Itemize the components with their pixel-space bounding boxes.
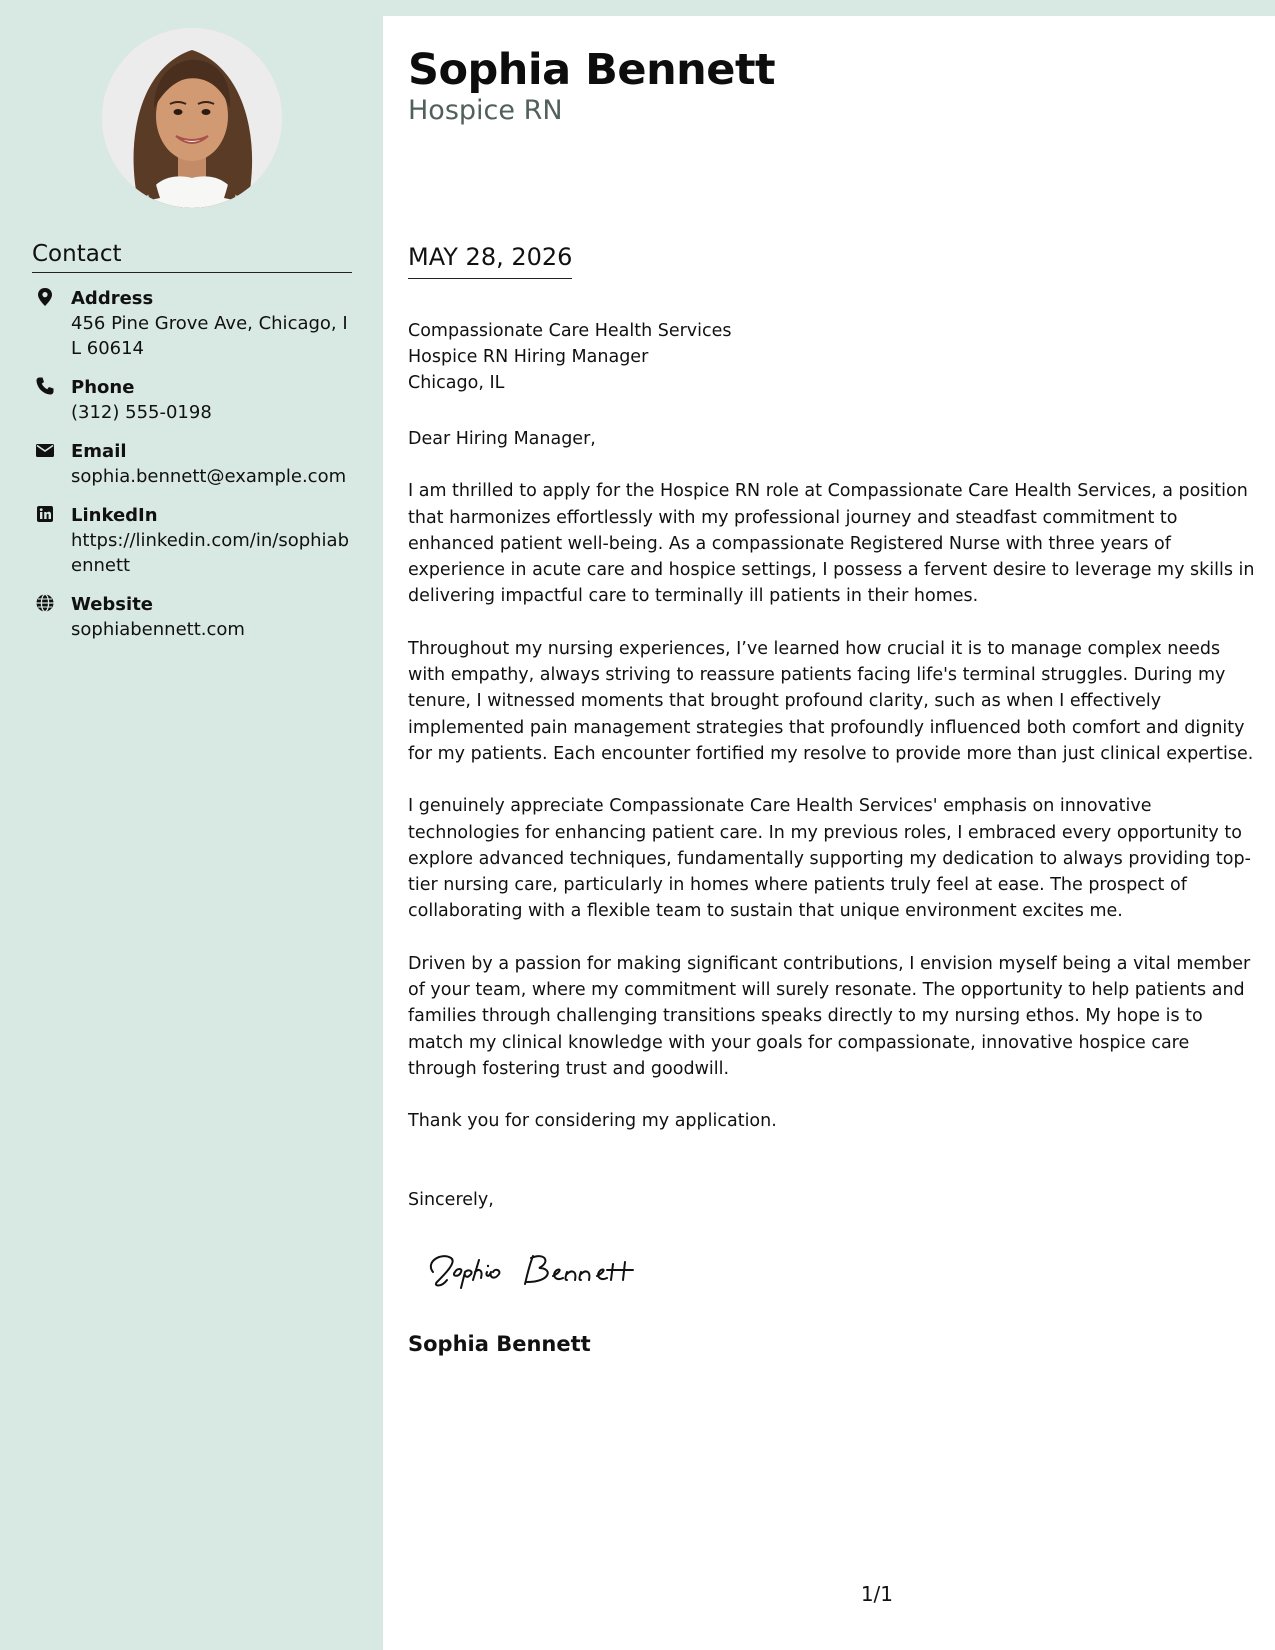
main-content [383, 16, 1275, 1650]
sign-off: Sincerely, [408, 1189, 494, 1210]
paragraph-1: I am thrilled to apply for the Hospice RN role at Compassionate Care Health Services, a position that harmonizes effortlessly with my professional journey and steadfast commitment to enhanced patient well-being. As a compassionate Registered Nurse with three years of experience in acute care and hospice settings, I possess a fervent desire to leverage my skills in delivering impactful care to terminally ill patients in their homes. [408, 481, 1255, 607]
address-value: 456 Pine Grove Ave, Chicago, IL 60614 [71, 313, 348, 359]
closing-line: Thank you for considering my application. [408, 1111, 777, 1132]
contact-list [32, 286, 352, 656]
page-number: 1/1 [860, 1582, 893, 1606]
job-title: Hospice RN [408, 95, 563, 126]
phone-value[interactable]: (312) 555-0198 [71, 402, 212, 423]
website-value[interactable]: sophiabennett.com [71, 619, 245, 640]
recipient-role: Hospice RN Hiring Manager [408, 347, 649, 367]
contact-item-website [32, 592, 352, 642]
avatar [102, 28, 282, 208]
phone-icon [35, 376, 55, 396]
email-value[interactable]: sophia.bennett@example.com [71, 466, 347, 487]
contact-label: LinkedIn [71, 505, 158, 526]
contact-item-email [32, 439, 352, 489]
contact-label: Phone [71, 377, 135, 398]
paragraph-4: Driven by a passion for making significant contributions, I envision myself being a vital member of your team, where my commitment will surely resonate. The opportunity to help patients and families through challenging transitions speaks directly to my nursing ethos. My hope is to match my clinical knowledge with your goals for compassionate, innovative hospice care through fostering trust and goodwill. [408, 953, 1251, 1079]
signed-name: Sophia Bennett [408, 1332, 591, 1356]
globe-icon [35, 593, 55, 613]
linkedin-icon [35, 504, 55, 524]
handwritten-signature [421, 1242, 661, 1296]
greeting: Dear Hiring Manager, [408, 429, 596, 449]
sidebar [0, 0, 383, 1650]
paragraph-3: I genuinely appreciate Compassionate Care Health Services' emphasis on innovative technologies for enhancing patient care. In my previous roles, I embraced every opportunity to explore advanced techniques, fundamentally supporting my dedication to always providing top-tier nursing care, particularly in homes where patients truly feel at ease. The prospect of collaborating with a flexible team to sustain that unique environment excites me. [408, 796, 1251, 922]
letter-body [408, 426, 1258, 1239]
contact-heading: Contact [32, 240, 352, 273]
applicant-name: Sophia Bennett [408, 45, 776, 95]
contact-label: Email [71, 441, 127, 462]
paragraph-2: Throughout my nursing experiences, I’ve learned how crucial it is to manage complex needs with empathy, always striving to reassure patients facing life's terminal struggles. During my tenure, I witnessed moments that brought profound clarity, such as when I effectively implemented pain management strategies that profoundly influenced both comfort and dignity for my patients. Each encounter fortified my resolve to provide more than just clinical expertise. [408, 638, 1254, 764]
contact-label: Address [71, 288, 154, 309]
linkedin-value[interactable]: https://linkedin.com/in/sophiabennett [71, 530, 350, 576]
recipient-location: Chicago, IL [408, 373, 505, 393]
letter-date: MAY 28, 2026 [408, 242, 572, 279]
contact-item-address [32, 286, 352, 361]
contact-item-linkedin [32, 503, 352, 578]
recipient-block [408, 318, 732, 396]
map-pin-icon [35, 287, 55, 307]
contact-label: Website [71, 594, 154, 615]
envelope-icon [35, 440, 55, 460]
recipient-company: Compassionate Care Health Services [408, 321, 732, 341]
contact-item-phone [32, 375, 352, 425]
